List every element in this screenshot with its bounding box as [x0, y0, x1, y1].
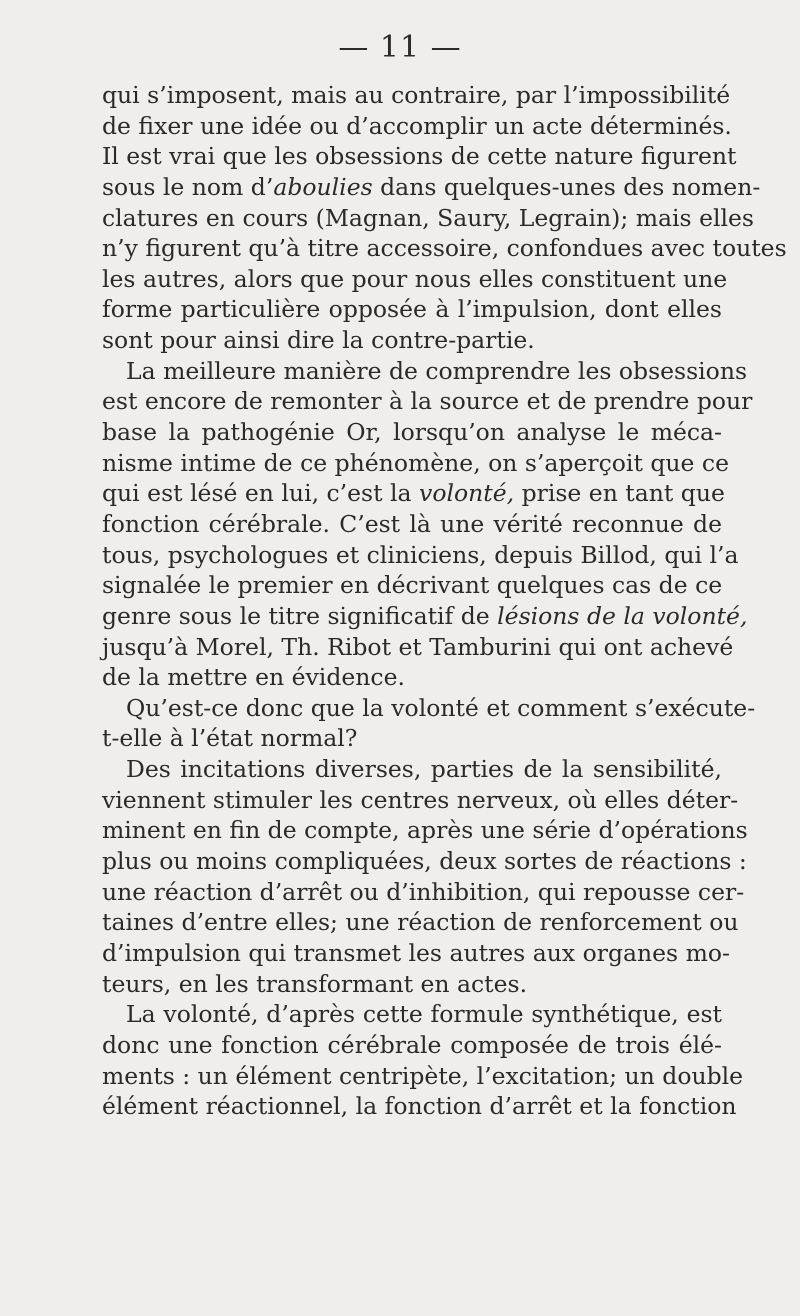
text-line: de la mettre en évidence. — [102, 663, 405, 692]
text-line: t-elle à l’état normal? — [102, 724, 358, 753]
text-line: genre sous le titre significatif de lésions de la volonté, — [102, 601, 748, 630]
text-line: minent en fin de compte, après une série d’opérations — [102, 816, 748, 845]
text-line: nisme intime de ce phénomène, on s’aperçoit que ce — [102, 448, 729, 477]
body-text — [102, 80, 787, 1122]
text-line: qui est lésé en lui, c’est la volonté, prise en tant que — [102, 479, 725, 508]
text-line: Il est vrai que les obsessions de cette nature figurent — [102, 142, 737, 171]
text-line: forme particulière opposée à l’impulsion, dont elles — [102, 295, 722, 324]
text-line: de fixer une idée ou d’accomplir un acte déterminés. — [102, 111, 732, 140]
text-line: jusqu’à Morel, Th. Ribot et Tamburini qui ont achevé — [102, 632, 734, 661]
text-line: tous, psychologues et cliniciens, depuis Billod, qui l’a — [102, 540, 739, 569]
text-line: sont pour ainsi dire la contre-partie. — [102, 326, 535, 355]
text-line: est encore de remonter à la source et de prendre pour — [102, 387, 753, 416]
text-line: viennent stimuler les centres nerveux, où elles déter- — [102, 785, 739, 814]
text-line: teurs, en les transformant en actes. — [102, 969, 528, 998]
text-line: base la pathogénie Or, lorsqu’on analyse le méca- — [102, 418, 722, 447]
text-line: La volonté, d’après cette formule synthétique, est — [126, 1000, 722, 1029]
page-number: — 11 — — [338, 30, 462, 65]
text-line: les autres, alors que pour nous elles constituent une — [102, 264, 728, 293]
text-line: d’impulsion qui transmet les autres aux organes mo- — [102, 938, 730, 967]
text-line: Des incitations diverses, parties de la sensibilité, — [126, 755, 722, 784]
text-line: La meilleure manière de comprendre les obsessions — [126, 356, 748, 385]
italic-term: volonté, — [419, 479, 515, 508]
text-line: plus ou moins compliquées, deux sortes de réactions : — [102, 847, 747, 876]
text-line: n’y figurent qu’à titre accessoire, confondues avec toutes — [102, 234, 787, 263]
italic-term: lésions de la volonté, — [497, 601, 748, 630]
text-line: clatures en cours (Magnan, Saury, Legrain); mais elles — [102, 203, 754, 232]
text-line: élément réactionnel, la fonction d’arrêt et la fonction — [102, 1092, 737, 1121]
text-line: Qu’est-ce donc que la volonté et comment s’exécute- — [126, 693, 756, 722]
text-line: ments : un élément centripète, l’excitation; un double — [102, 1061, 744, 1090]
text-line: donc une fonction cérébrale composée de trois élé- — [102, 1030, 722, 1059]
text-line: qui s’imposent, mais au contraire, par l’impossibilité — [102, 81, 731, 109]
text-line: signalée le premier en décrivant quelques cas de ce — [102, 571, 723, 600]
italic-term: aboulies — [273, 172, 373, 201]
text-line: taines d’entre elles; une réaction de renforcement ou — [102, 908, 739, 937]
text-line: une réaction d’arrêt ou d’inhibition, qui repousse cer- — [102, 877, 745, 906]
text-line: fonction cérébrale. C’est là une vérité reconnue de — [102, 509, 722, 538]
text-line: sous le nom d’aboulies dans quelques-unes des nomen- — [102, 172, 761, 201]
